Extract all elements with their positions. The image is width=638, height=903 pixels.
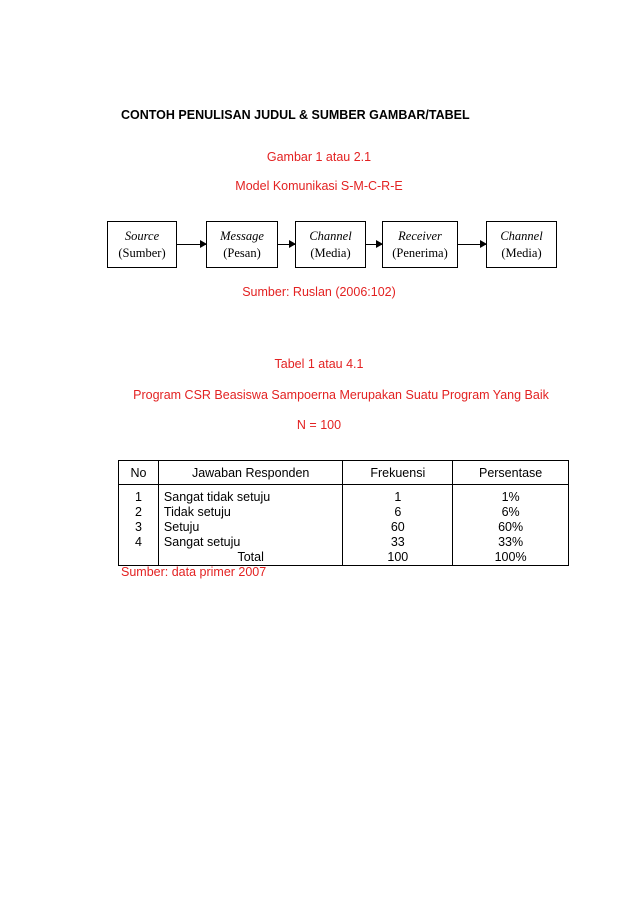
cell-no: 4: [119, 535, 159, 550]
cell-no: 2: [119, 505, 159, 520]
figure-source: Sumber: Ruslan (2006:102): [242, 285, 396, 299]
header-answer: Jawaban Responden: [158, 461, 343, 485]
cell-frequency: 33: [343, 535, 453, 550]
table-source: Sumber: data primer 2007: [121, 565, 267, 579]
cell-answer: Sangat setuju: [158, 535, 343, 550]
cell-no: 3: [119, 520, 159, 535]
box-sublabel: (Pesan): [223, 245, 261, 260]
diagram-box-channel: [295, 221, 366, 268]
cell-percentage: 33%: [453, 535, 569, 550]
box-label: Message: [220, 228, 264, 243]
box-label: Channel: [309, 228, 352, 243]
cell-answer: Setuju: [158, 520, 343, 535]
box-label: Channel: [500, 228, 543, 243]
figure-title: Model Komunikasi S-M-C-R-E: [235, 179, 403, 193]
cell-answer: Sangat tidak setuju: [158, 485, 343, 506]
box-sublabel: (Penerima): [392, 245, 448, 260]
table-row: [119, 520, 569, 535]
cell-frequency: 1: [343, 485, 453, 506]
header-no: No: [119, 461, 159, 485]
cell-empty: [119, 550, 159, 566]
table-n: N = 100: [296, 418, 342, 432]
cell-frequency: 6: [343, 505, 453, 520]
table-header-row: [119, 461, 569, 485]
box-label: Source: [124, 228, 160, 243]
cell-percentage: 6%: [453, 505, 569, 520]
header-percentage: Persentase: [453, 461, 569, 485]
cell-total-percentage: 100%: [453, 550, 569, 566]
diagram-box-message: [206, 221, 278, 268]
table-row: [119, 505, 569, 520]
cell-total-frequency: 100: [343, 550, 453, 566]
table-number: Tabel 1 atau 4.1: [274, 357, 364, 371]
cell-percentage: 1%: [453, 485, 569, 506]
box-sublabel: (Media): [310, 245, 351, 260]
header-frequency: Frekuensi: [343, 461, 453, 485]
diagram-box-channel-2: [486, 221, 557, 268]
data-table: [118, 460, 569, 566]
page-heading: CONTOH PENULISAN JUDUL & SUMBER GAMBAR/TABEL: [121, 108, 470, 122]
table-title: Program CSR Beasiswa Sampoerna Merupakan Suatu Program Yang Baik: [133, 388, 549, 402]
box-sublabel: (Sumber): [118, 245, 166, 260]
cell-total-label: Total: [158, 550, 343, 566]
table-total-row: [119, 550, 569, 566]
cell-percentage: 60%: [453, 520, 569, 535]
cell-answer: Tidak setuju: [158, 505, 343, 520]
cell-frequency: 60: [343, 520, 453, 535]
diagram-arrow: [366, 244, 382, 245]
table-row: [119, 485, 569, 506]
diagram-arrow: [458, 244, 486, 245]
diagram-arrow: [278, 244, 295, 245]
diagram-box-source: [107, 221, 177, 268]
diagram-box-receiver: [382, 221, 458, 268]
box-label: Receiver: [398, 228, 442, 243]
cell-no: 1: [119, 485, 159, 506]
diagram-arrow: [177, 244, 206, 245]
table-row: [119, 535, 569, 550]
figure-number: Gambar 1 atau 2.1: [266, 150, 372, 164]
box-sublabel: (Media): [501, 245, 542, 260]
